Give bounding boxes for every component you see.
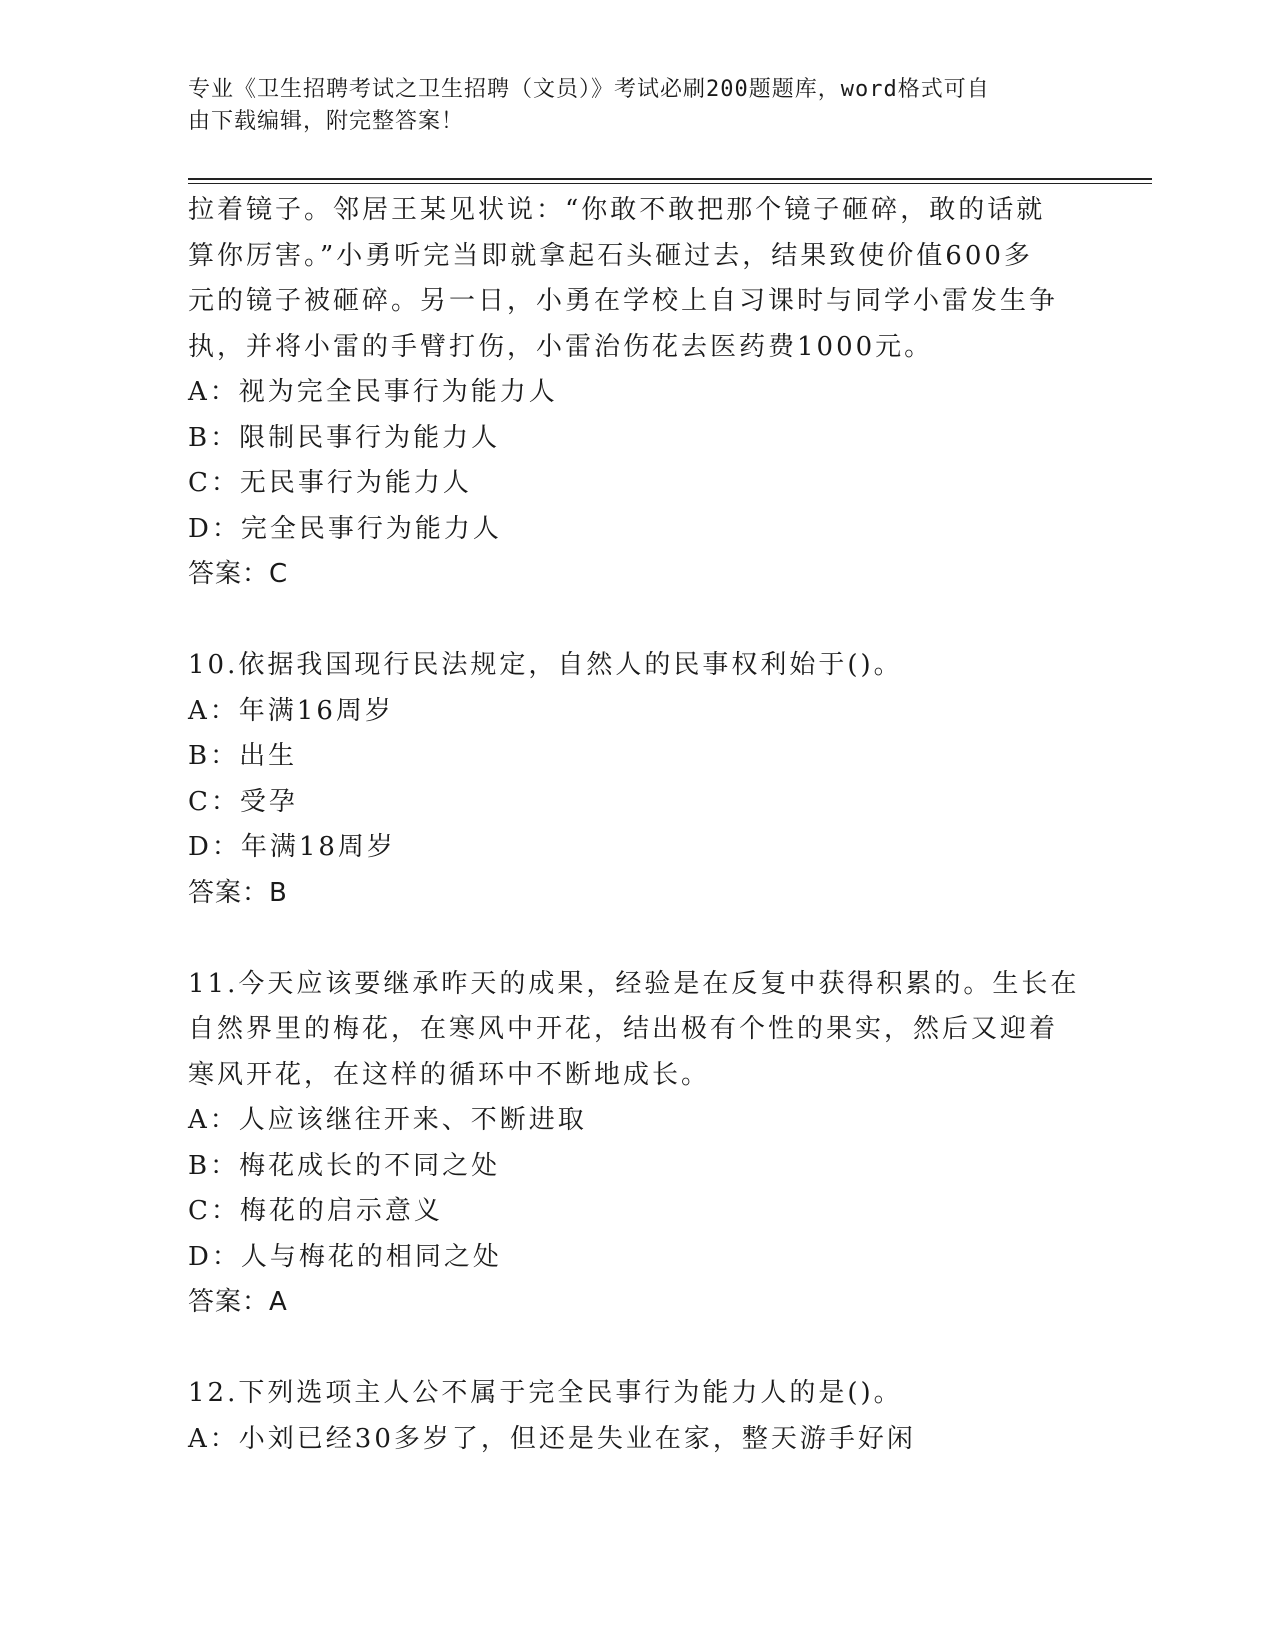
- answer-line: 答案：C: [188, 559, 289, 589]
- question-11: [188, 962, 1088, 1326]
- option-b: B：限制民事行为能力人: [188, 422, 501, 453]
- question-continuation: [188, 188, 1088, 598]
- header-line-2: 由下载编辑，附完整答案！: [188, 109, 465, 134]
- question-text-line: 元的镜子被砸碎。另一日，小勇在学校上自习课时与同学小雷发生争: [188, 286, 1059, 316]
- question-10: [188, 643, 1088, 916]
- option-c: C：受孕: [188, 786, 298, 817]
- option-c: C：无民事行为能力人: [188, 468, 472, 498]
- question-text-line: 拉着镜子。邻居王某见状说：“你敢不敢把那个镜子砸碎，敢的话就: [188, 195, 1046, 225]
- question-text-line: 执，并将小雷的手臂打伤，小雷治伤花去医药费1000元。: [188, 331, 934, 362]
- option-b: B：梅花成长的不同之处: [188, 1150, 501, 1181]
- question-stem: 11.今天应该要继承昨天的成果，经验是在反复中获得积累的。生长在: [188, 968, 1080, 999]
- answer-line: 答案：B: [188, 877, 288, 908]
- option-c: C：梅花的启示意义: [188, 1196, 443, 1226]
- question-stem: 自然界里的梅花，在寒风中开花，结出极有个性的果实，然后又迎着: [188, 1014, 1059, 1044]
- option-a: A：小刘已经30多岁了，但还是失业在家，整天游手好闲: [188, 1423, 916, 1454]
- option-d: D：年满18周岁: [188, 832, 396, 862]
- question-stem: 10.依据我国现行民法规定，自然人的民事权利始于()。: [188, 650, 903, 680]
- option-a: A：人应该继往开来、不断进取: [188, 1105, 587, 1135]
- option-a: A：年满16周岁: [188, 695, 394, 726]
- page-header: [188, 74, 1068, 138]
- question-content: [188, 188, 1088, 1462]
- spacer: [188, 916, 1088, 962]
- option-d: D：完全民事行为能力人: [188, 513, 502, 544]
- option-a: A：视为完全民事行为能力人: [188, 377, 558, 407]
- header-rule-thin: [188, 183, 1152, 184]
- spacer: [188, 598, 1088, 644]
- spacer: [188, 1326, 1088, 1372]
- header-line-1: 专业《卫生招聘考试之卫生招聘（文员）》考试必刷200题题库，word格式可自: [188, 77, 990, 102]
- option-d: D：人与梅花的相同之处: [188, 1241, 502, 1272]
- question-12: [188, 1371, 1088, 1462]
- question-text-line: 算你厉害。”小勇听完当即就拿起石头砸过去，结果致使价值600多: [188, 240, 1033, 271]
- header-rule-thick: [188, 178, 1152, 180]
- question-stem: 寒风开花，在这样的循环中不断地成长。: [188, 1059, 711, 1090]
- question-stem: 12.下列选项主人公不属于完全民事行为能力人的是()。: [188, 1378, 903, 1408]
- answer-line: 答案：A: [188, 1287, 288, 1317]
- option-b: B：出生: [188, 741, 298, 771]
